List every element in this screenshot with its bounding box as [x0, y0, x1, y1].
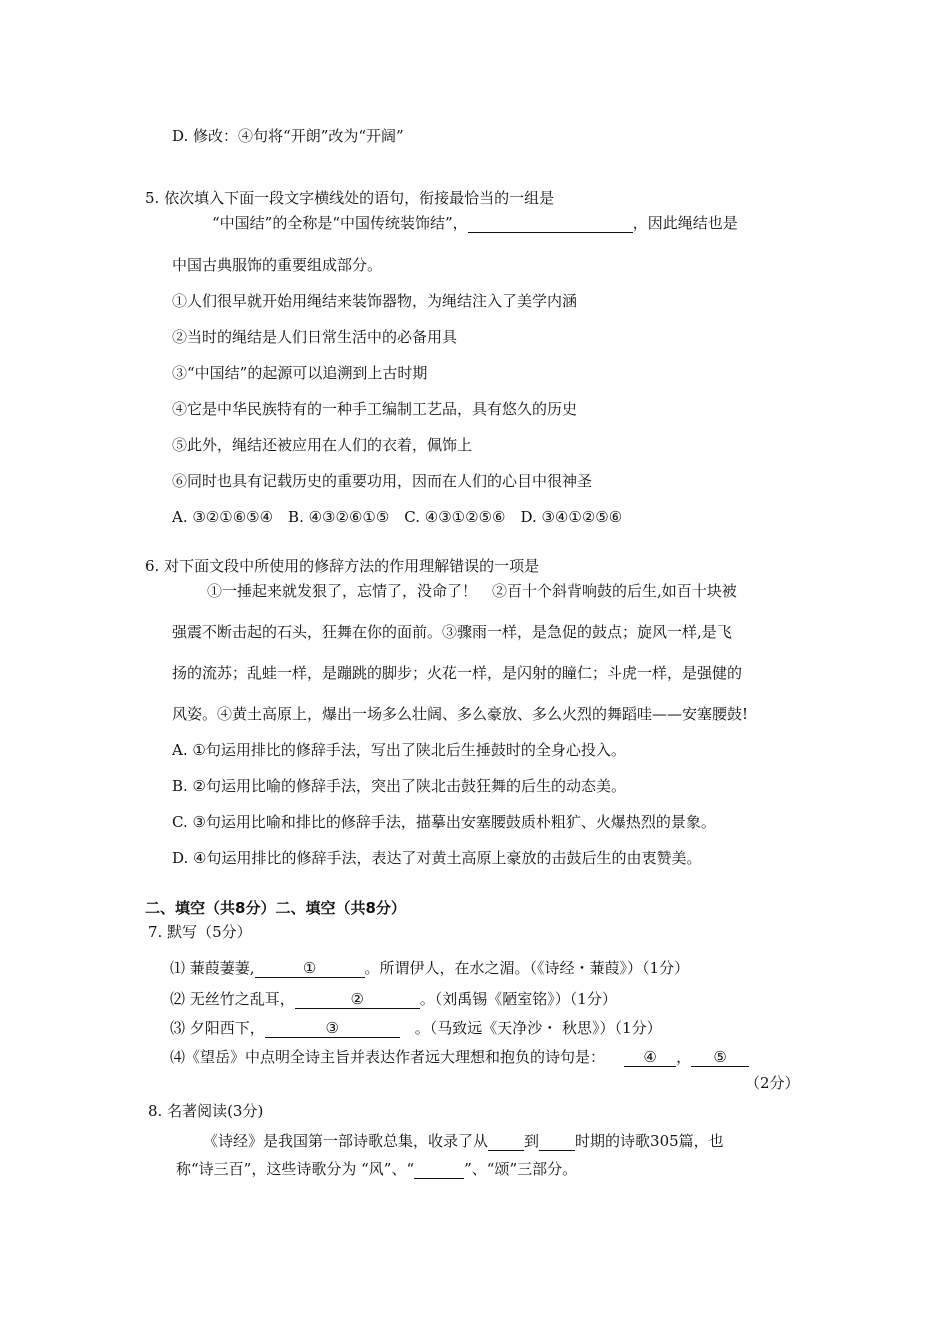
q6-passage-line1: ①一捶起来就发狠了，忘情了，没命了！ ②百十个斜背响鼓的后生,如百十块被	[207, 582, 737, 600]
q6-stem: 6. 对下面文段中所使用的修辞方法的作用理解错误的一项是	[145, 557, 540, 575]
q5-item-2: ②当时的绳结是人们日常生活中的必备用具	[172, 328, 458, 346]
q6-passage-line4: 风姿。④黄土高原上，爆出一场多么壮阔、多么豪放、多么火烈的舞蹈哇——安塞腰鼓!	[172, 705, 749, 723]
q8-line2	[176, 1159, 577, 1179]
q5-item-3: ③“中国结”的起源可以追溯到上古时期	[172, 364, 428, 382]
q5-passage-line2: 中国古典服饰的重要组成部分。	[172, 256, 383, 274]
q5-item-6: ⑥同时也具有记载历史的重要功用，因而在人们的心目中很神圣	[172, 472, 593, 490]
q8-blank-3	[414, 1160, 464, 1179]
q7-line1-post: 。所谓伊人，在水之湄。（《诗经・蒹葭》）（1分）	[364, 959, 690, 977]
q8-title: 8. 名著阅读(3分)	[148, 1102, 264, 1120]
q6-option-c: C. ③句运用比喻和排比的修辞手法，描摹出安塞腰鼓质朴粗犷、火爆热烈的景象。	[172, 813, 716, 831]
q5-item-5: ⑤此外，绳结还被应用在人们的衣着，佩饰上	[172, 436, 473, 454]
q8-line2-a: 称“诗三百”，这些诗歌分为 “风”、“	[176, 1160, 415, 1178]
q8-line2-b: ”、“颂”三部分。	[464, 1160, 578, 1178]
q7-line3-pre: ⑶ 夕阳西下，	[170, 1019, 265, 1037]
q7-line4-pre: ⑷《望岳》中点明全诗主旨并表达作者远大理想和抱负的诗句是：	[170, 1048, 606, 1066]
q6-passage-line2: 强震不断击起的石头，狂舞在你的面前。③骤雨一样，是急促的鼓点；旋风一样,是飞	[172, 623, 732, 641]
q7-blank-1: ①	[255, 959, 365, 978]
section2-heading: 二、填空（共8分）二、填空（共8分）	[145, 899, 406, 917]
q6-option-b: B. ②句运用比喻的修辞手法，突出了陕北击鼓狂舞的后生的动态美。	[172, 777, 627, 795]
q7-line4-sep: ，	[676, 1048, 692, 1066]
q7-blank-2: ②	[295, 990, 420, 1009]
q5-passage-start: “中国结”的全称是“中国传统装饰结”，	[212, 214, 468, 232]
q6-option-a: A. ①句运用排比的修辞手法，写出了陕北后生捶鼓时的全身心投入。	[172, 741, 626, 759]
q8-blank-2	[539, 1132, 575, 1151]
q7-line4-score: （2分）	[745, 1074, 800, 1092]
q5-item-4: ④它是中华民族特有的一种手工编制工艺品，具有悠久的历史	[172, 400, 578, 418]
q7-line3	[170, 1018, 662, 1038]
q8-line1-a: 《诗经》是我国第一部诗歌总集，收录了从	[203, 1132, 489, 1150]
q7-blank-4: ④	[624, 1048, 676, 1067]
q7-line1-pre: ⑴ 蒹葭萋萋,	[170, 959, 255, 977]
q7-title: 7. 默写（5分）	[148, 923, 252, 941]
q8-blank-1	[488, 1132, 524, 1151]
q5-item-1: ①人们很早就开始用绳结来装饰器物，为绳结注入了美学内涵	[172, 292, 578, 310]
q7-blank-5: ⑤	[691, 1048, 749, 1067]
q8-line1	[203, 1131, 724, 1151]
q7-blank-3: ③	[265, 1019, 400, 1038]
q8-line1-c: 时期的诗歌305篇，也	[575, 1132, 724, 1150]
q7-line3-post: 。（马致远《天净沙・ 秋思》）（1分）	[399, 1019, 662, 1037]
q7-line2	[170, 989, 617, 1009]
q5-answer-blank	[468, 214, 633, 233]
q4-option-d: D. 修改：④句将“开朗”改为“开阔”	[172, 127, 404, 145]
q5-stem: 5. 依次填入下面一段文字横线处的语句，衔接最恰当的一组是	[145, 189, 555, 207]
q7-line1	[170, 958, 689, 978]
q5-passage-after-blank: ，因此绳结也是	[632, 214, 738, 232]
q6-passage-line3: 扬的流苏；乱蛙一样，是蹦跳的脚步；火花一样，是闪射的瞳仁；斗虎一样，是强健的	[172, 664, 743, 682]
q6-option-d: D. ④句运用排比的修辞手法，表达了对黄土高原上豪放的击鼓后生的由衷赞美。	[172, 849, 702, 867]
q7-line4	[170, 1047, 749, 1067]
q8-line1-b: 到	[524, 1132, 540, 1150]
q5-options: A. ③②①⑥⑤④ B. ④③②⑥①⑤ C. ④③①②⑤⑥ D. ③④①②⑤⑥	[172, 508, 623, 526]
q7-line2-post: 。（刘禹锡《陋室铭》）（1分）	[419, 990, 617, 1008]
q7-line2-pre: ⑵ 无丝竹之乱耳，	[170, 990, 295, 1008]
q5-passage-line1	[212, 213, 738, 233]
